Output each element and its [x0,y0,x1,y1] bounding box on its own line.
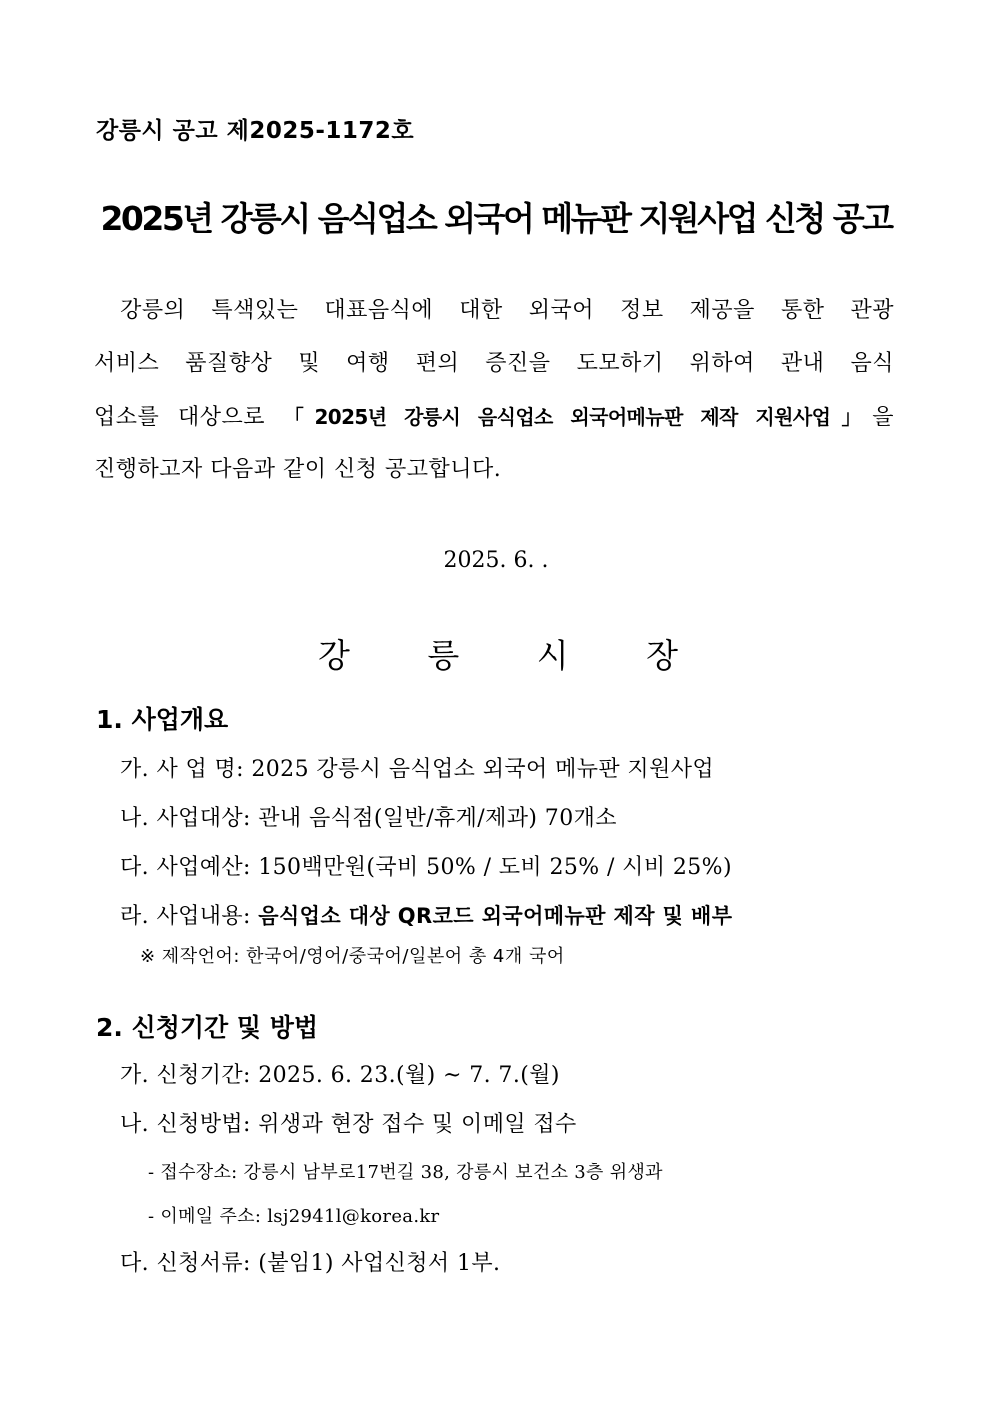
overview-item-budget: 다. 사업예산: 150백만원(국비 50% / 도비 25% / 시비 25%) [120,855,732,880]
document-title: 2025년 강릉시 음식업소 외국어 메뉴판 지원사업 신청 공고 [100,199,892,238]
intro-line-text: 강릉의 특색있는 대표음식에 대한 외국어 정보 제공을 통한 관광 [120,298,895,323]
content-label: 라. 사업내용: [120,904,259,929]
intro-line [94,290,894,343]
content-value: 음식업소 대상 QR코드 외국어메뉴판 제작 및 배부 [258,904,733,928]
notice-number: 강릉시 공고 제2025-1172호 [96,118,415,144]
mayor-char: 시 [536,636,569,675]
section-heading-overview: 1. 사업개요 [96,705,229,734]
mayor-char: 강 [318,636,350,675]
intro-line: 서비스 품질향상 및 여행 편의 증진을 도모하기 위하여 관내 음식 [94,351,894,376]
overview-item-name: 가. 사 업 명: 2025 강릉시 음식업소 외국어 메뉴판 지원사업 [120,757,715,782]
overview-item-target: 나. 사업대상: 관내 음식점(일반/휴게/제과) 70개소 [120,806,617,831]
language-note: ※ 제작언어: 한국어/영어/중국어/일본어 총 4개 국어 [140,946,565,967]
intro-line: 진행하고자 다음과 같이 신청 공고합니다. [94,457,502,482]
application-method: 나. 신청방법: 위생과 현장 접수 및 이메일 접수 [120,1112,577,1137]
reception-place: - 접수장소: 강릉시 남부로17번길 38, 강릉시 보건소 3층 위생과 [148,1162,663,1183]
mayor-char: 장 [646,636,678,675]
intro-line [94,396,894,449]
mayor-signature [318,630,678,677]
email-address: - 이메일 주소: lsj2941l@korea.kr [148,1206,440,1227]
intro-line-text: 업소를 대상으로 [94,405,284,430]
intro-paragraph [94,290,894,502]
application-period: 가. 신청기간: 2025. 6. 23.(월) ~ 7. 7.(월) [120,1063,560,1088]
overview-item-content [120,899,732,930]
project-name-emphasis: 「2025년 강릉시 음식업소 외국어메뉴판 제작 지원사업」 [283,405,873,429]
section-heading-application: 2. 신청기간 및 방법 [96,1013,319,1042]
application-documents: 다. 신청서류: (붙임1) 사업신청서 1부. [120,1251,501,1276]
notice-date: 2025. 6. . [443,548,549,573]
mayor-char: 릉 [427,636,460,675]
intro-line-text: 을 [872,405,894,430]
